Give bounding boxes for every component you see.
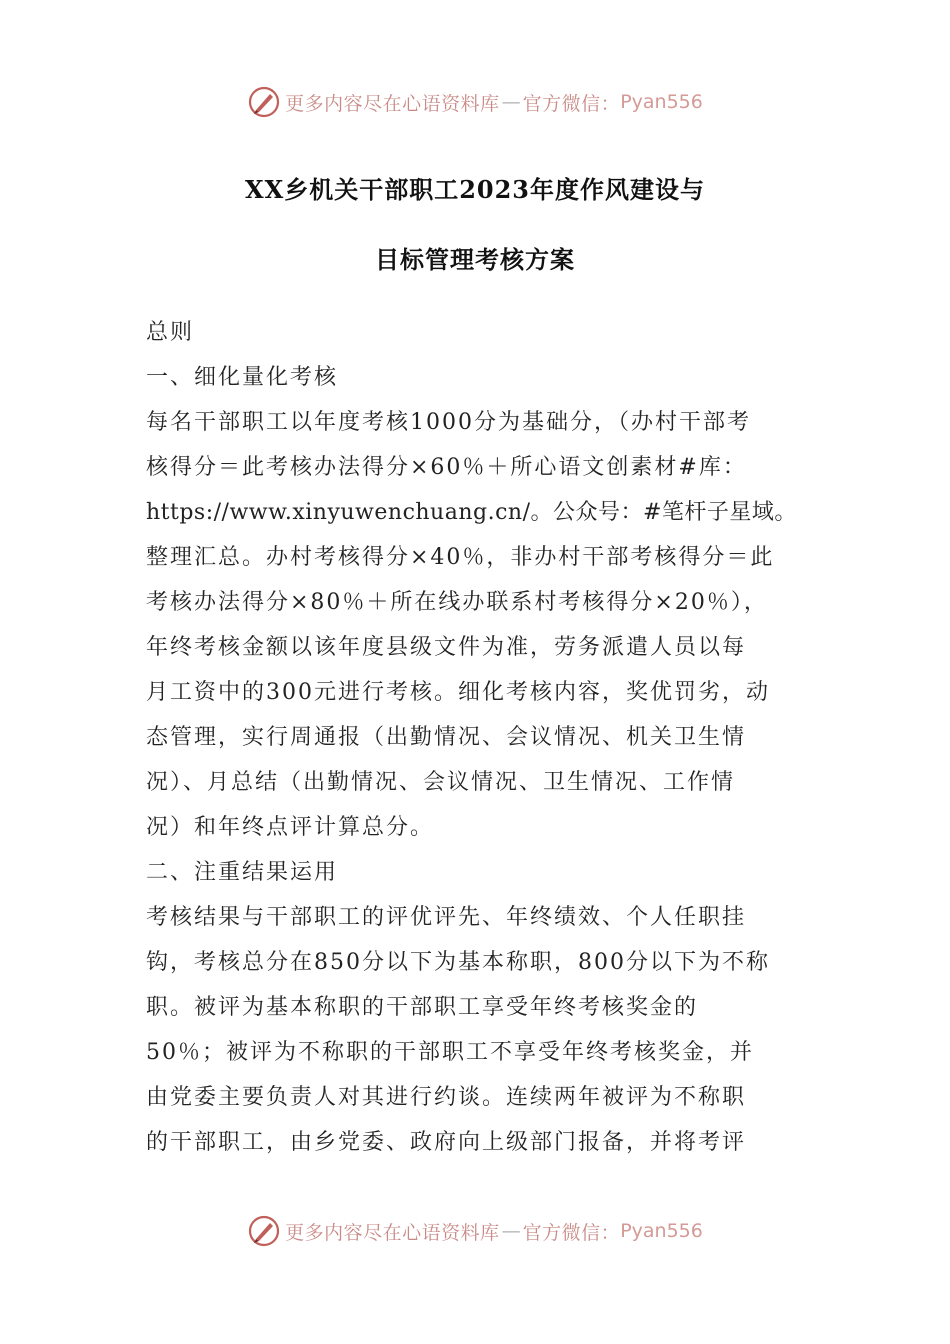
paragraph-line: 考核结果与干部职工的评优评先、年终绩效、个人任职挂 (146, 905, 747, 930)
watermark-dash: — (501, 1220, 521, 1242)
paragraph-line: 月工资中的300元进行考核。细化考核内容，奖优罚劣，动 (146, 680, 770, 705)
paragraph-line: 职。被评为基本称职的干部职工享受年终考核奖金的 (146, 995, 699, 1020)
watermark-handle: Pyan556 (620, 91, 703, 113)
paragraph-1 (146, 400, 810, 850)
watermark-text: 更多内容尽在心语资料库 (285, 92, 500, 115)
paragraph-2 (146, 895, 810, 1165)
watermark-header (0, 82, 950, 122)
paragraph-line: 每名干部职工以年度考核1000分为基础分，（办村干部考 (146, 410, 751, 435)
paragraph-line: 况）、月总结（出勤情况、会议情况、卫生情况、工作情 (146, 770, 736, 795)
paragraph-line: 50％；被评为不称职的干部职工不享受年终考核奖金，并 (146, 1040, 754, 1065)
document-body (146, 310, 810, 1165)
paragraph-line: 考核办法得分×80％＋所在线办联系村考核得分×20％）， (146, 590, 768, 615)
watermark-footer (0, 1211, 950, 1251)
paragraph-line: 况）和年终点评计算总分。 (146, 815, 435, 840)
section-heading-1: 一、细化量化考核 (146, 365, 339, 390)
watermark-text: 更多内容尽在心语资料库 (285, 1221, 500, 1244)
watermark-dash: — (501, 91, 521, 113)
document-title-line1: XX乡机关干部职工2023年度作风建设与 (244, 175, 706, 204)
paragraph-line: 核得分＝此考核办法得分×60％＋所心语文创素材#库： (146, 455, 747, 480)
paragraph-line: 的干部职工，由乡党委、政府向上级部门报备，并将考评 (146, 1130, 747, 1155)
paragraph-line: 整理汇总。办村考核得分×40％，非办村干部考核得分＝此 (146, 545, 775, 570)
section-general: 总则 (146, 320, 195, 345)
paragraph-line: 年终考核金额以该年度县级文件为准，劳务派遣人员以每 (146, 635, 747, 660)
paragraph-line: 态管理，实行周通报（出勤情况、会议情况、机关卫生情 (146, 725, 747, 750)
paragraph-line: https://www.xinyuwenchuang.cn/。公众号：#笔杆子星域。 (146, 500, 797, 525)
document-title-line2: 目标管理考核方案 (375, 245, 575, 274)
section-heading-2: 二、注重结果运用 (146, 860, 339, 885)
watermark-contact-label: 官方微信： (522, 1221, 621, 1244)
pen-logo-icon (247, 1214, 281, 1248)
paragraph-line: 由党委主要负责人对其进行约谈。连续两年被评为不称职 (146, 1085, 747, 1110)
watermark-contact-label: 官方微信： (522, 92, 621, 115)
pen-logo-icon (247, 85, 281, 119)
watermark-handle: Pyan556 (620, 1220, 703, 1242)
paragraph-line: 钩，考核总分在850分以下为基本称职，800分以下为不称 (146, 950, 770, 975)
